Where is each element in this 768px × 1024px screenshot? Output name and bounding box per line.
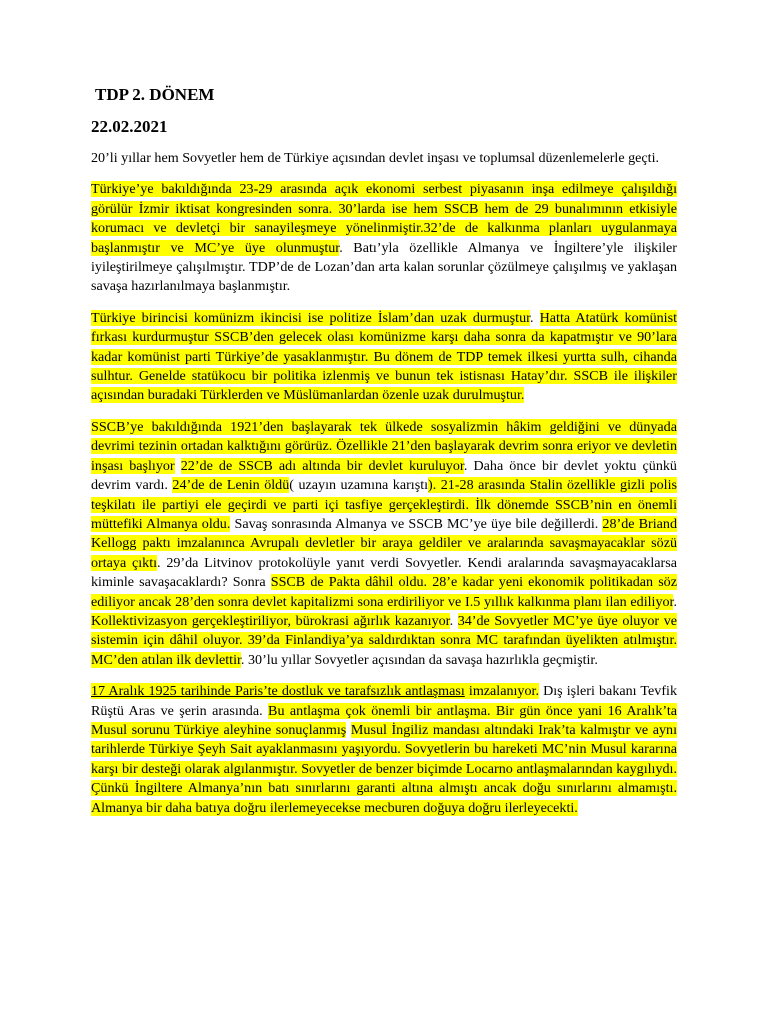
text-run: . [673, 593, 677, 610]
highlighted-text: 34’de Sovyetler MC’ye üye oluyor ve sistemin için dâhil oluyor. 39’da Finlandiya’ya saldırdıktan sonra MC tarafından üyelikten atılmıştır. MC’den atılan ilk devlettir [91, 612, 677, 668]
highlighted-text: Türkiye’ye bakıldığında 23-29 arasında açık ekonomi serbest piyasanın inşa edilmeye çalışıldığı görülür İzmir iktisat kongresinden sonra. 30’larda ise hem SSCB hem de 29 bunalımının etkisiyle korumacı ve devletçi bir sanayileşmeye yönelinmiştir.32’de de kalkınma planları uygulanmaya başlanmıştır ve MC’ye üye olunmuştur [91, 181, 677, 256]
highlighted-text: ). 21-28 arasında Stalin özellikle gizli polis teşkilatı ile partiyi ele geçirdi ve parti içi tasfiye gerçekleştirdi. İlk dönemde SSCB’nin en önemli müttefiki Almanya oldu. [91, 477, 677, 532]
highlighted-text: Türkiye birincisi komünizm ikincisi ise politize İslam’dan uzak durmuştur [91, 309, 531, 326]
paragraph [91, 180, 677, 296]
highlighted-text: 24’de de Lenin öldü [172, 477, 290, 494]
text-run: Savaş sonrasında Almanya ve SSCB MC’ye üye bile değillerdi. [230, 515, 603, 532]
text-run: . 30’lu yıllar Sovyetler açısından da savaşa hazırlıkla geçmiştir. [240, 651, 598, 668]
text-run [175, 458, 181, 474]
document-date: 22.02.2021 [91, 117, 168, 136]
highlighted-text: 28’de Briand Kellogg paktı imzalanınca Avrupalı devletler bir araya geldiler ve aralarında savaşmayacaklar sözü ortaya çıktı [91, 515, 677, 571]
text-run: . Daha önce bir devlet yoktu çünkü devrim vardı. [91, 457, 677, 494]
highlighted-text: 22’de de SSCB adı altında bir devlet kuruluyor [180, 457, 464, 474]
text-run: . [449, 612, 458, 629]
highlighted-text: Musul İngiliz mandası altındaki Irak’ta kalmıştır ve aynı tarihlerde Türkiye Şeyh Sait ayaklanmasını yaşıyordu. Sovyetlerin bu hareketi MC’nin Musul kararına karşı bir desteği olarak algılanmıştır. Sovyetler de benzer biçimde Locarno antlaşmalarından kaygılıydı. Çünkü İngiltere Almanya’nın batı sınırlarını garanti altına almıştı ancak doğu sınırlarını almamıştı. Almanya bir daha batıya doğru ilerlemeyecekse mecburen doğuya doğru ilerleyecekti. [91, 721, 678, 816]
document-title: TDP 2. DÖNEM [95, 85, 215, 104]
paragraph [91, 309, 677, 406]
highlighted-text: Hatta Atatürk komünist fırkası kurdurmuştur SSCB’den gelecek olası komünizme karşı daha sonra da kapatmıştır ve 90’lara kadar komünist parti Türkiye’de yasaklanmıştır. Bu dönem de TDP temek ilkesi yurtta sulh, cihanda sulhtur. Genelde statükocu bir politika izlenmiş ve bunun tek istisnası Hatay’dır. SSCB ile ilişkiler açısından buradaki Türklerden ve Müslümanlardan özenle uzak durulmuştur. [91, 309, 677, 404]
highlighted-text: imzalanıyor. [464, 683, 539, 700]
highlighted-text: SSCB de Pakta dâhil oldu. 28’e kadar yeni ekonomik politikadan söz ediliyor ancak 28’den sonra devlet kapitalizmi sona erdiriliyor ve I.5 yıllık kalkınma planı ilan ediliyor [91, 574, 677, 610]
text-run: . 29’da Litvinov protokolüyle yanıt verdi Sovyetler. Kendi aralarında savaşmayacaklarsa kiminle savaşacaklardı? Sonra [91, 554, 677, 591]
paragraph [91, 149, 677, 168]
text-run: . [530, 309, 540, 326]
highlighted-text: Bu antlaşma çok önemli bir antlaşma. Bir gün önce yani 16 Aralık’ta Musul sorunu Türkiye aleyhine sonuçlanmış [91, 702, 677, 738]
paragraph [91, 682, 677, 818]
highlighted-text: 17 Aralık 1925 tarihinde Paris’te dostluk ve tarafsızlık antlaşması [91, 683, 465, 700]
highlighted-text: SSCB’ye bakıldığında 1921’den başlayarak tek ülkede sosyalizmin hâkim geldiğini ve dünyada devrimi tezinin ortadan kalktığını görürüz. Özellikle 21’den başlayarak devrim sonra eriyor ve devletin inşası başlıyor [91, 418, 677, 474]
text-run: Dış işleri bakanı Tevfik Rüştü Aras ve şerin arasında. [91, 683, 678, 719]
text-run: 20’li yıllar hem Sovyetler hem de Türkiye açısından devlet inşası ve toplumsal düzenlemelerle geçti. [91, 150, 660, 166]
text-run: ( uzayın uzamına karıştı [289, 477, 429, 494]
text-run: . Batı’yla özellikle Almanya ve İngiltere’yle ilişkiler iyileştirilmeye çalışılmıştır. TDP’de de Lozan’dan arta kalan sorunlar çözülmeye çalışılmış ve yaklaşan savaşa hazırlanılmaya başlanmıştır. [91, 239, 677, 295]
document-body [91, 149, 677, 818]
highlighted-text: Kollektivizasyon gerçekleştiriliyor, bürokrasi ağırlık kazanıyor [91, 612, 450, 629]
paragraph [91, 418, 677, 670]
